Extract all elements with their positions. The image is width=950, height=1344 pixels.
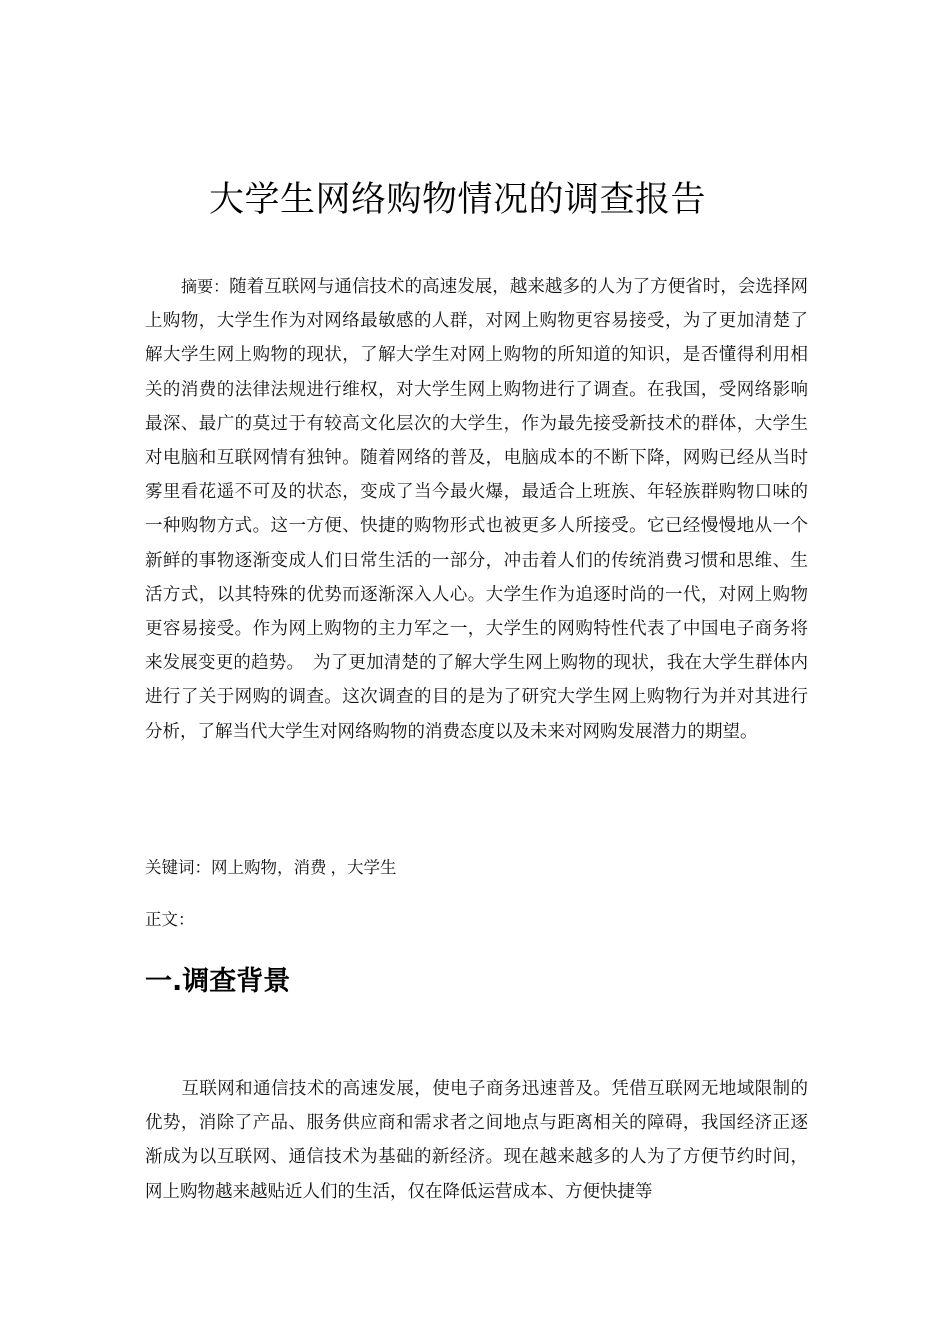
section-paragraph-text: 互联网和通信技术的高速发展，使电子商务迅速普及。凭借互联网无地域限制的优势，消除了产品、服务供应商和需求者之间地点与距离相关的障碍，我国经济正逐渐成为以互联网、通信技术为基础的新经济。现在越来越多的人为了方便节约时间，网上购物越来越贴近人们的生活，仅在降低运营成本、方便快捷等 [145, 1079, 808, 1202]
abstract-text: 随着互联网与通信技术的高速发展，越来越多的人为了方便省时，会选择网上购物，大学生作为对网络最敏感的人群，对网上购物更容易接受，为了更加清楚了解大学生网上购物的现状，了解大学生对网上购物的所知道的知识，是否懂得利用相关的消费的法律法规进行维权，对大学生网上购物进行了调查。在我国，受网络影响最深、最广的莫过于有较高文化层次的大学生，作为最先接受新技术的群体，大学生对电脑和互联网情有独钟。随着网络的普及，电脑成本的不断下降，网购已经从当时雾里看花遥不可及的状态，变成了当今最火爆，最适合上班族、年轻族群购物口味的一种购物方式。这一方便、快捷的购物形式也被更多人所接受。它已经慢慢地从一个新鲜的事物逐渐变成人们日常生活的一部分，冲击着人们的传统消费习惯和思维、生活方式，以其特殊的优势而逐渐深入人心。大学生作为追逐时尚的一代，对网上购物更容易接受。作为网上购物的主力军之一，大学生的网购特性代表了中国电子商务将来发展变更的趋势。 为了更加清楚的了解大学生网上购物的现状，我在大学生群体内进行了关于网购的调查。这次调查的目的是为了研究大学生网上购物行为并对其进行分析，了解当代大学生对网络购物的消费态度以及未来对网购发展潜力的期望。 [145, 277, 808, 742]
document-title: 大学生网络购物情况的调查报告 [208, 180, 706, 220]
body-label: 正文： [145, 910, 195, 929]
section-heading: 一.调查背景 [145, 966, 291, 997]
keywords-label: 关键词： [145, 858, 211, 877]
keyword-item: 网上购物，消费 [211, 858, 327, 877]
abstract-paragraph [145, 270, 808, 749]
keywords-line [145, 852, 397, 884]
abstract-label: 摘要： [181, 277, 230, 296]
section-paragraph [145, 1072, 808, 1209]
keyword-item: ，大学生 [330, 858, 397, 877]
